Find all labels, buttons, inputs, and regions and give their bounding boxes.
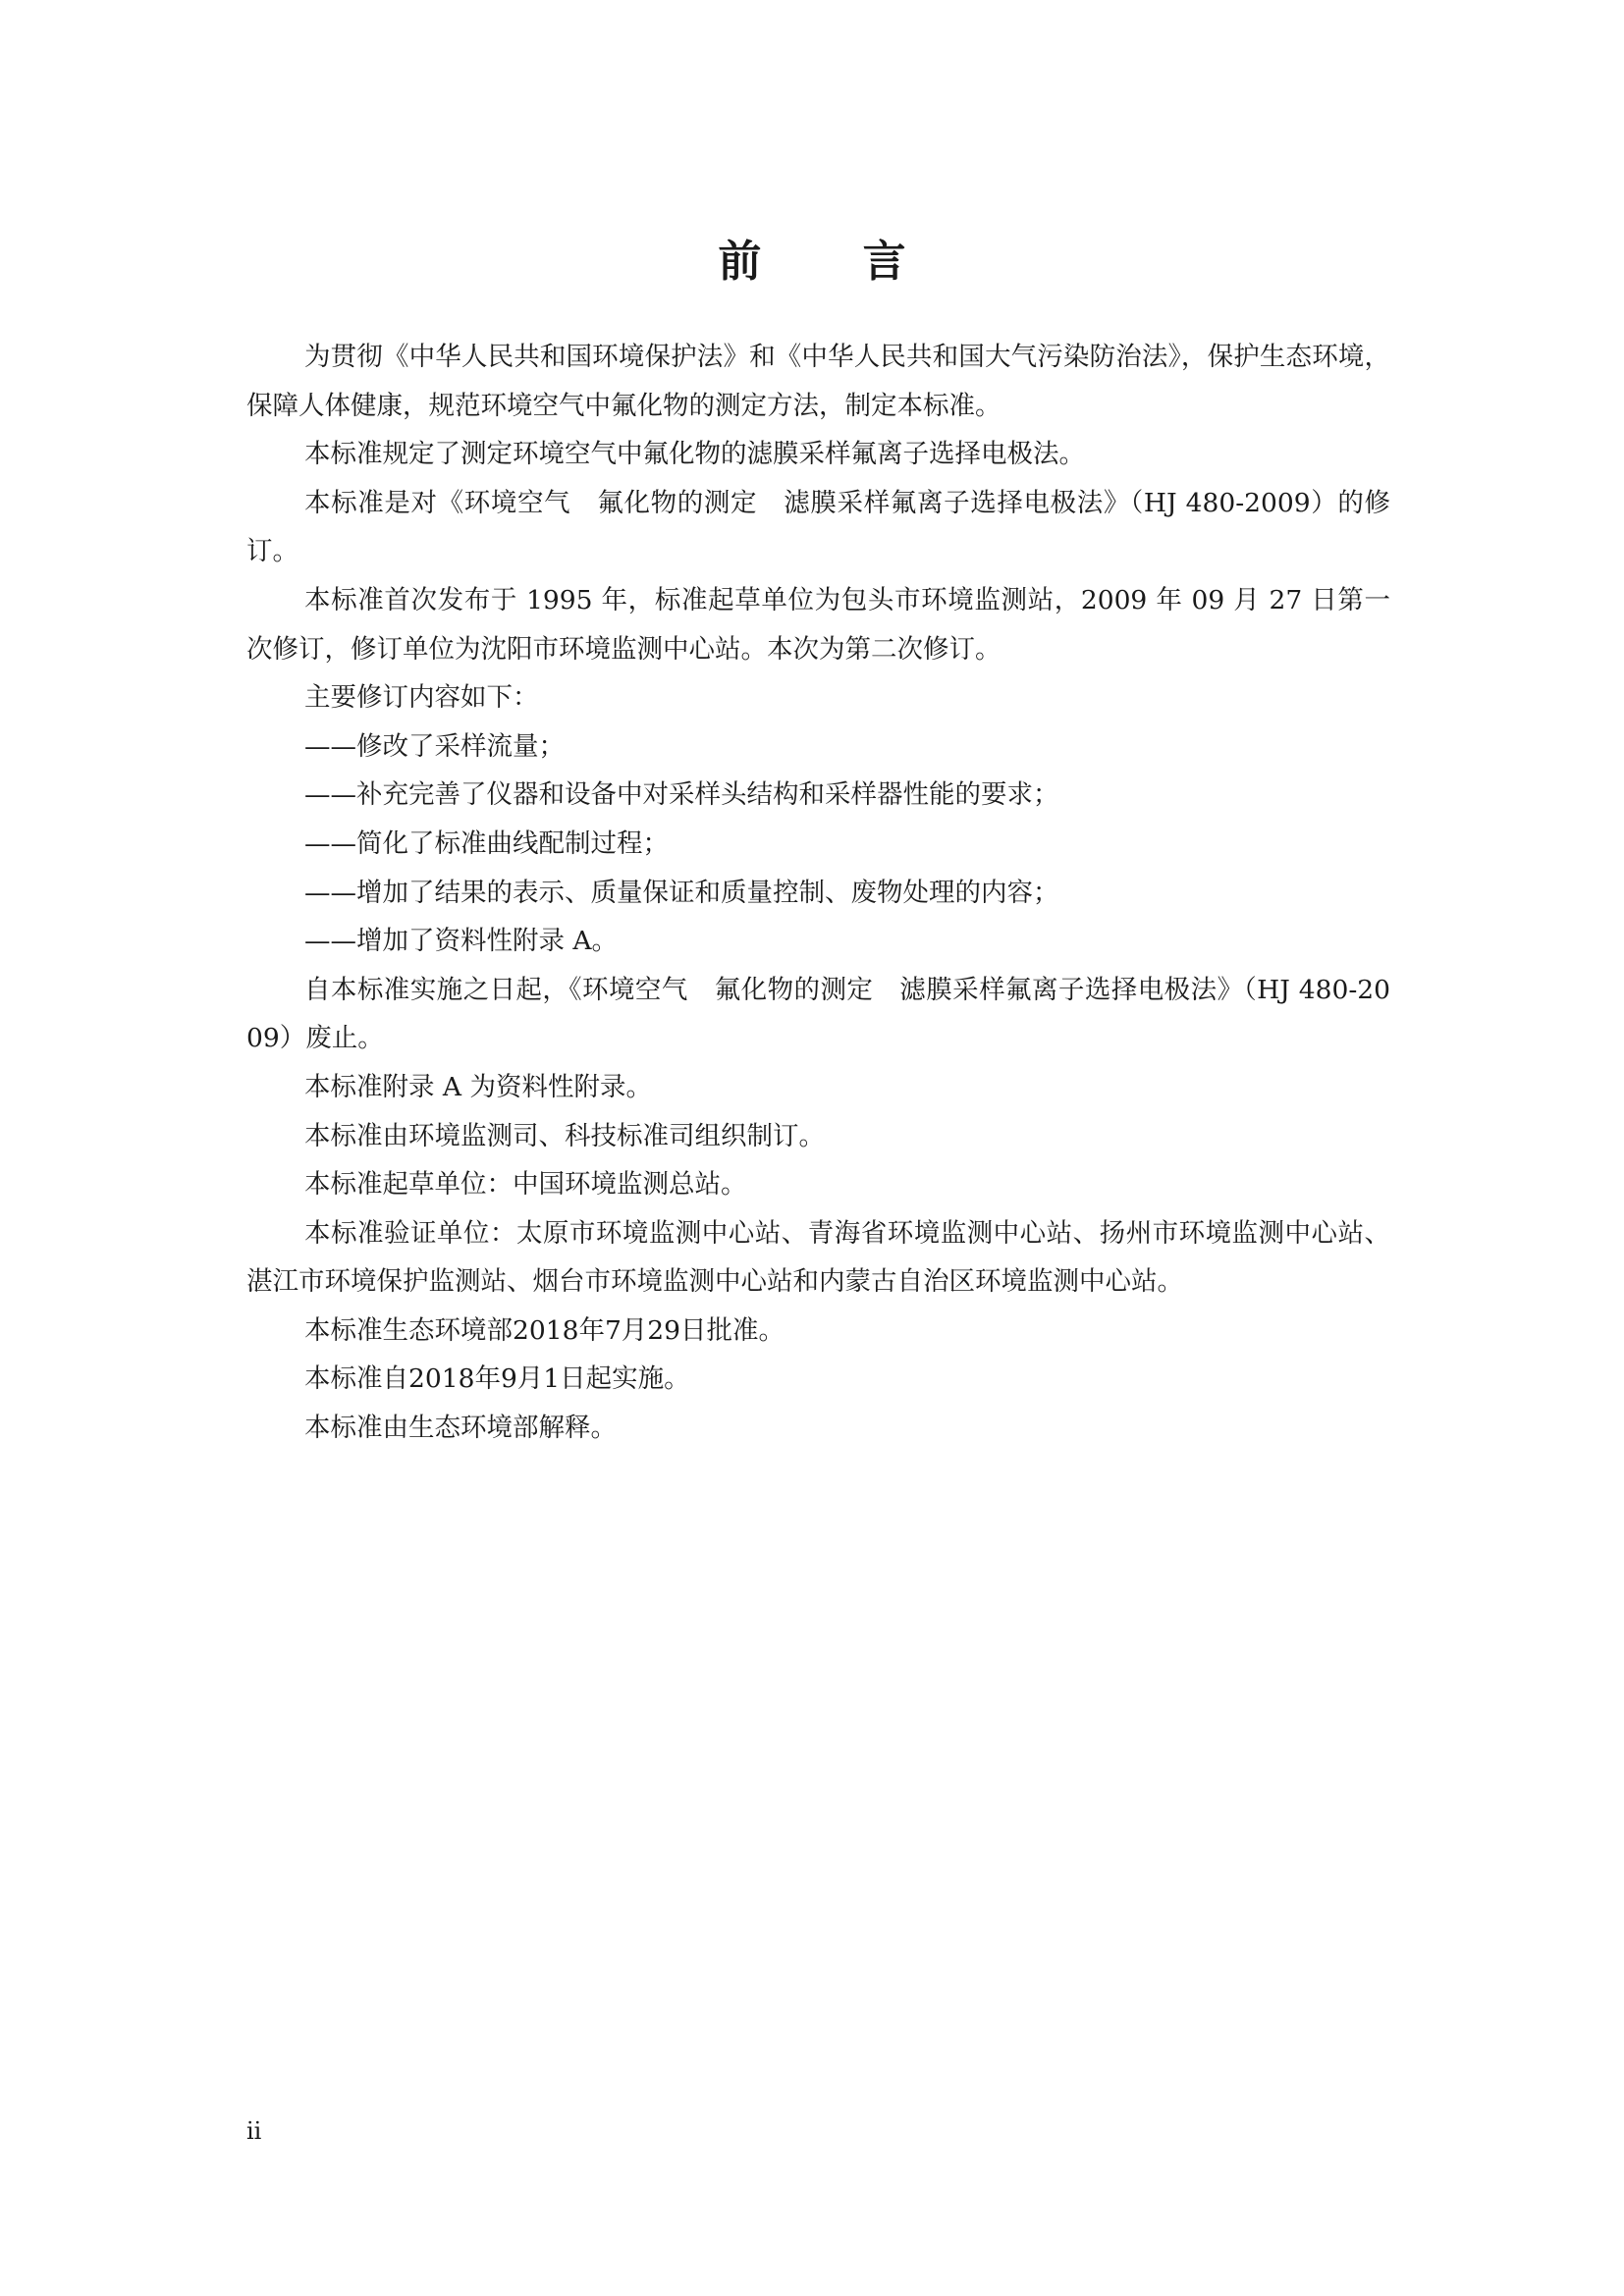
paragraph-purpose: 为贯彻《中华人民共和国环境保护法》和《中华人民共和国大气污染防治法》，保护生态环境，保障人体健康，规范环境空气中氟化物的测定方法，制定本标准。 [246,342,1390,421]
paragraph-revision: 本标准是对《环境空气 氟化物的测定 滤膜采样氟离子选择电极法》（HJ 480-2009）的修订。 [246,487,1390,567]
paragraph-effective-date: 本标准自2018年9月1日起实施。 [304,1363,690,1395]
list-item-change: ——修改了采样流量； [304,730,565,762]
page-title: 前 言 [718,237,949,287]
paragraph-history: 本标准首次发布于 1995 年，标准起草单位为包头市环境监测站，2009 年 09 月 27 日第一次修订，修订单位为沈阳市环境监测中心站。本次为第二次修订。 [246,584,1390,665]
paragraph-approval: 本标准生态环境部2018年7月29日批准。 [304,1314,785,1346]
page-number: ii [246,2117,262,2145]
paragraph-drafter: 本标准起草单位：中国环境监测总站。 [304,1169,747,1201]
paragraph-appendix: 本标准附录 A 为资料性附录。 [304,1071,652,1102]
paragraph-repeal: 自本标准实施之日起，《环境空气 氟化物的测定 滤膜采样氟离子选择电极法》（HJ 480-2009）废止。 [246,974,1390,1054]
paragraph-scope: 本标准规定了测定环境空气中氟化物的滤膜采样氟离子选择电极法。 [304,439,1085,470]
paragraph-changes-heading: 主要修订内容如下： [304,682,539,714]
list-item-change: ——简化了标准曲线配制过程； [304,828,669,859]
list-item-change: ——补充完善了仪器和设备中对采样头结构和采样器性能的要求； [304,779,1059,811]
paragraph-organizer: 本标准由环境监测司、科技标准司组织制订。 [304,1120,825,1151]
document-body [246,333,1390,1453]
paragraph-validators: 本标准验证单位：太原市环境监测中心站、青海省环境监测中心站、扬州市环境监测中心站、湛江市环境保护监测站、烟台市环境监测中心站和内蒙古自治区环境监测中心站。 [246,1217,1390,1298]
paragraph-interpretation: 本标准由生态环境部解释。 [304,1413,617,1444]
list-item-change: ——增加了资料性附录 A。 [304,926,619,957]
list-item-change: ——增加了结果的表示、质量保证和质量控制、废物处理的内容； [304,877,1059,908]
